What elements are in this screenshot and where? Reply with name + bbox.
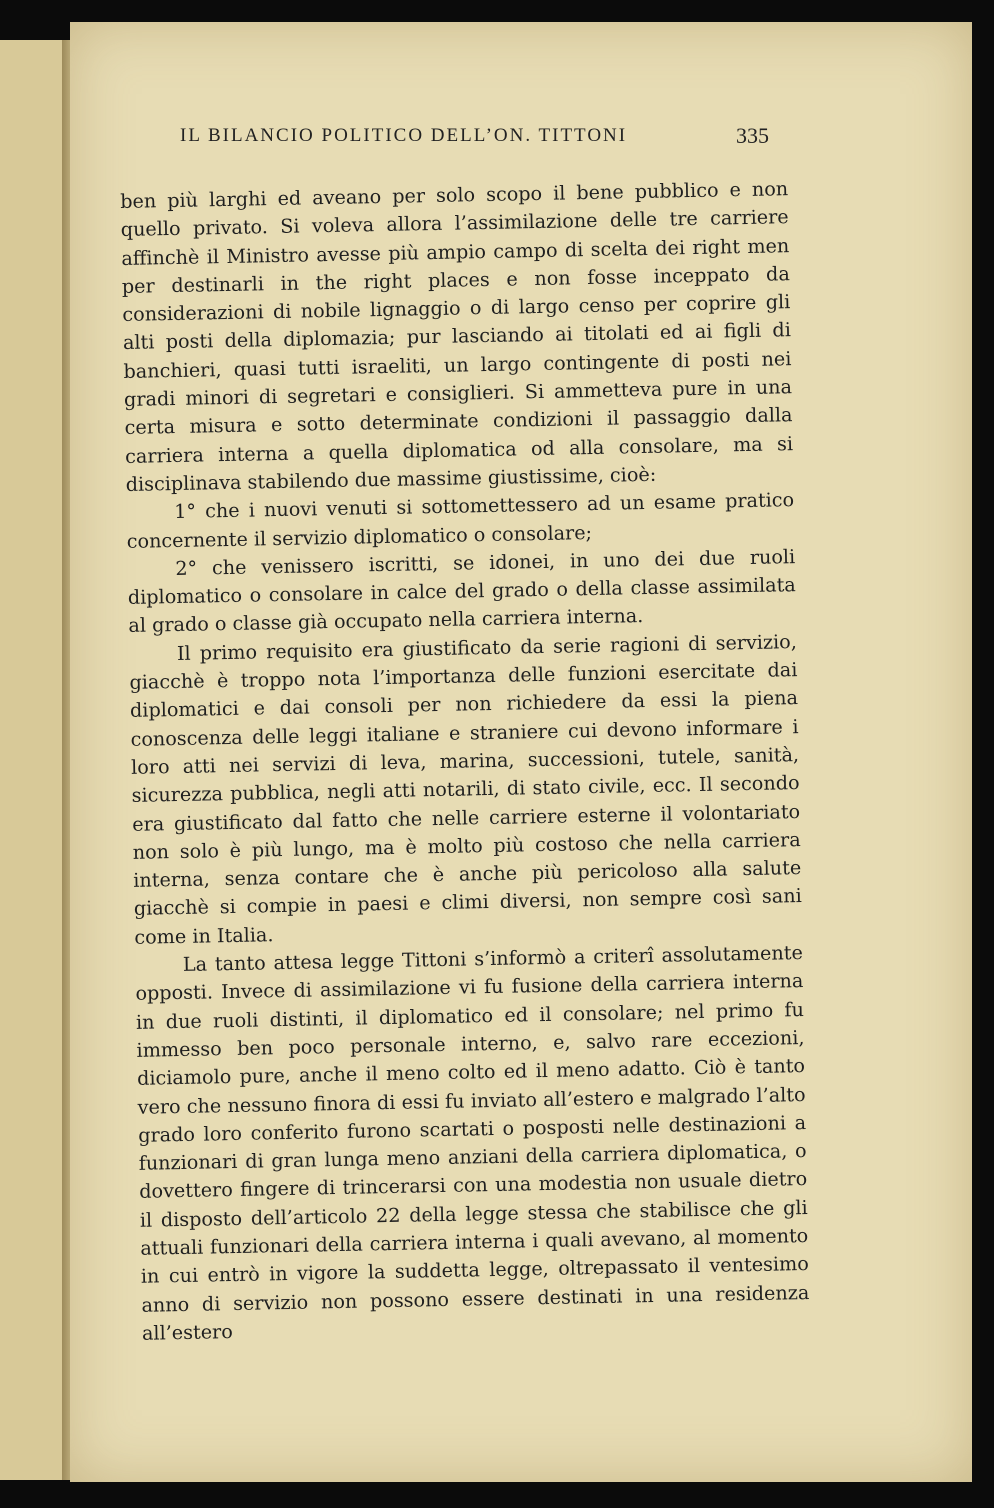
page-body bbox=[120, 175, 810, 1348]
paragraph-4: Il primo requisito era giustificato da serie ragioni di servizio, giacchè è troppo nota l’importanza delle funzioni esercitate dai diplomatici e dai consoli per non richiedere da essi la piena conoscenza delle leggi italiane e straniere cui devono informare i loro atti nei servizi di leva, marina, successioni, tutele, sanità, sicurezza pubblica, negli atti notarili, di stato civile, ecc. Il secondo era giustificato dal fatto che nelle carriere esterne il volontariato non solo è più lungo, ma è molto più costoso che nella carriera interna, senza contare che è anche più pericoloso alla salute giacchè si compie in paesi e climi diversi, non sempre così sani come in Italia. bbox=[129, 629, 802, 949]
paragraph-2: 1° che i nuovi venuti si sottomettessero ad un esame pratico concernente il servizio diplomatico o consolare; bbox=[126, 488, 795, 553]
page-number: 335 bbox=[736, 123, 769, 148]
paragraph-3: 2° che venissero iscritti, se idonei, in uno dei due ruoli diplomatico o consolare in calce del grado o della classe assimilata al grado o classe già occupato nella carriera interna. bbox=[127, 544, 796, 638]
running-header: IL BILANCIO POLITICO DELL’ON. TITTONI bbox=[180, 125, 628, 146]
paragraph-5: La tanto attesa legge Tittoni s’informò a criterî assolutamente opposti. Invece di assimilazione vi fu fusione della carriera interna in due ruoli distinti, il diplomatico ed il consolare; nel primo fu immesso ben poco personale interno, e, salvo rare eccezioni, diciamolo pure, anche il meno colto ed il meno adatto. Ciò è tanto vero che nessuno finora di essi fu inviato all’estero e malgrado l’alto grado loro conferito furono scartati o posposti nelle destinazioni a funzionari di gran lunga meno anziani della carriera diplomatica, o dovettero fingere di trincerarsi con una modestia non usuale dietro il disposto dell’articolo 22 della legge stessa che stabilisce che gli attuali funzionari della carriera interna i quali avevano, al momento in cui entrò in vigore la suddetta legge, oltrepassato il ventesimo anno di servizio non possono essere destinati in una residenza all’estero bbox=[135, 941, 810, 1345]
paragraph-1: ben più larghi ed aveano per solo scopo il bene pubblico e non quello privato. Si voleva allora l’assimilazione delle tre carriere affinchè il Ministro avesse più ampio campo di scelta dei right men per destinarli in the right places e non fosse inceppato da considerazioni di nobile lignaggio o di largo censo per coprire gli alti posti della diplomazia; pur lasciando ai titolati ed ai figli di banchieri, quasi tutti israeliti, un largo contingente di posti nei gradi minori di segretari e consiglieri. Si ammetteva pure in una certa misura e sotto determinate condizioni il passaggio dalla carriera interna a quella diplomatica od alla consolare, ma si disciplinava stabilendo due massime giustissime, cioè: bbox=[120, 177, 794, 496]
